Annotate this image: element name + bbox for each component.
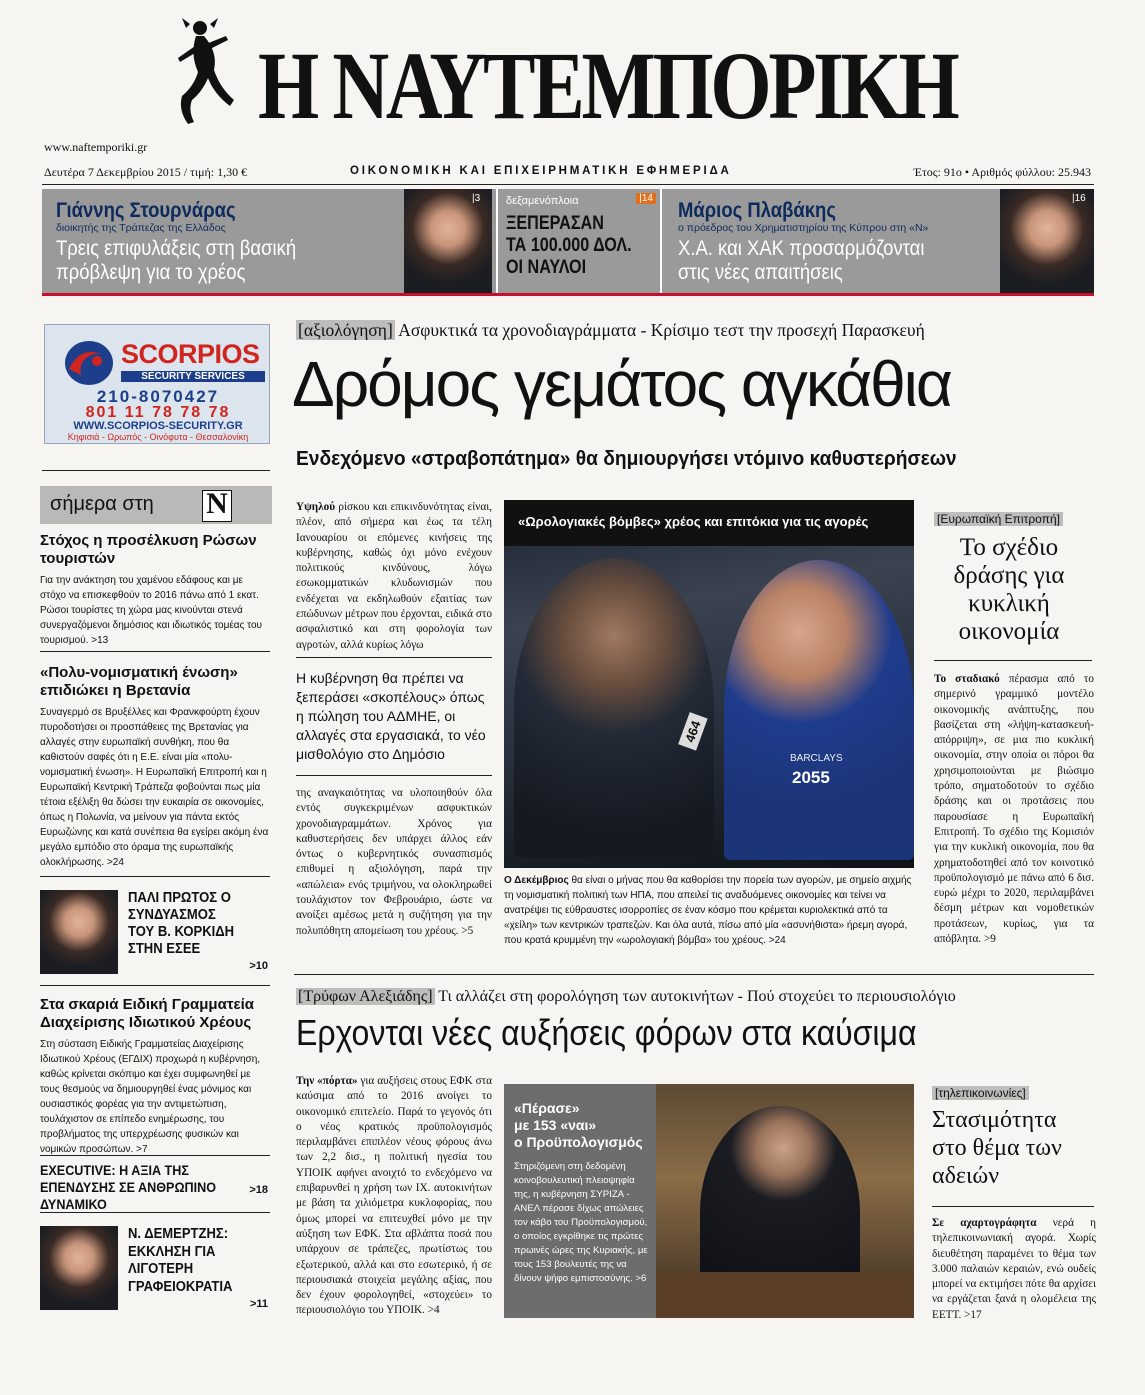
plavakis-photo	[1000, 189, 1094, 293]
section-label: σήμερα στη	[50, 493, 154, 515]
teaser-stournaras[interactable]	[42, 189, 494, 293]
section-letter: Ν	[206, 487, 228, 520]
fuel-ref[interactable]: >4	[427, 1304, 440, 1317]
budget-headline-line: με 153 «ναι»	[514, 1117, 597, 1133]
scorpios-ad[interactable]	[44, 324, 270, 444]
lead-ref[interactable]: >5	[461, 924, 474, 937]
sidebar-story-ref[interactable]: >18	[249, 1184, 268, 1196]
budget-caption	[514, 1160, 652, 1286]
fuel-headline[interactable]: Ερχονται νέες αυξήσεις φόρων στα καύσιμα	[296, 1012, 917, 1053]
scorpion-icon	[51, 331, 117, 391]
website-url[interactable]: www.naftemporiki.gr	[44, 140, 148, 154]
ad-website[interactable]: WWW.SCORPIOS-SECURITY.GR	[73, 420, 243, 432]
sidebar-story-ref[interactable]: >11	[249, 1298, 268, 1310]
fuel-body-column	[296, 1074, 492, 1319]
lead-subhead: Ενδεχόμενο «στραβοπάτημα» θα δημιουργήσει ντόμινο καθυστερήσεων	[296, 448, 957, 470]
ad-brand: SCORPIOS	[121, 339, 260, 369]
sidebar-story-title: Στόχος η προσέλκυση Ρώσων τουριστών	[40, 532, 257, 567]
jacket-number: 2055	[792, 768, 830, 787]
sidebar-story-title: ΠΑΛΙ ΠΡΩΤΟΣ Ο ΣΥΝΔΥΑΣΜΟΣ ΤΟΥ Β. ΚΟΡΚΙΔΗ ΣΤΗΝ ΕΣΕΕ	[128, 890, 235, 957]
korkidis-photo	[40, 890, 118, 974]
telecom-body-column	[932, 1216, 1096, 1323]
sidebar-story-body-wrap	[40, 705, 270, 870]
lead-body-column	[296, 786, 492, 939]
sidebar-story-title: Στα σκαριά Ειδική Γραμματεία Διαχείρισης Ιδιωτικού Χρέους	[40, 996, 255, 1031]
eu-body-column	[934, 672, 1094, 947]
demertzis-photo	[40, 1226, 118, 1310]
date-price: Δευτέρα 7 Δεκεμβρίου 2015 / τιμή: 1,30 €	[44, 165, 248, 179]
trader-right	[724, 560, 914, 860]
lead-kicker-text: Ασφυκτικά τα χρονοδιαγράμματα - Κρίσιμο τεστ την προσεχή Παρασκευή	[398, 320, 925, 340]
fuel-body-bold: Την «πόρτα»	[296, 1075, 358, 1087]
budget-headline-line: ο Προϋπολογισμός	[514, 1134, 643, 1150]
masthead-title: Η ΝΑΥΤΕΜΠΟΡΙΚΗ	[258, 32, 957, 139]
ad-locations: Κηφισιά - Ωρωπός - Οινόφυτα - Θεσσαλονίκη	[67, 432, 249, 442]
traders-caption-ref[interactable]: >24	[768, 935, 786, 946]
telecom-ref[interactable]: >17	[964, 1308, 982, 1321]
teaser-page-ref: |16	[1072, 193, 1086, 204]
sidebar-story-body-wrap	[40, 1037, 270, 1157]
sidebar-story-ref[interactable]: >7	[136, 1144, 148, 1155]
sidebar-story-title: EXECUTIVE: Η ΑΞΙΑ ΤΗΣ ΕΠΕΝΔΥΣΗΣ ΣΕ ΑΝΘΡΩΠΙΝΟ ΔΥΝΑΜΙΚΟ	[40, 1162, 217, 1212]
lead-tag: [αξιολόγηση]	[298, 320, 393, 340]
lead-pullquote: Η κυβέρνηση θα πρέπει να ξεπεράσει «σκοπέλους» όπως η πώληση του ΑΔΜΗΕ, οι αλλαγές στα εργασιακά, το νέο μισθολόγιο στο Δημόσιο	[296, 670, 486, 762]
teaser-person-role: διοικητής της Τράπεζας της Ελλάδος	[56, 222, 226, 234]
ad-tagline: SECURITY SERVICES	[121, 371, 265, 382]
hermes-figure-icon	[160, 14, 240, 132]
traders-caption-text: θα είναι ο μήνας που θα καθορίσει την πορεία των αγορών, με σημείο αιχμής τη νομισματική πολιτική των ΗΠΑ, που απειλεί τις αναδυόμενες οικονομίες και τείνει να ανατρέψει τις εύθραυστες ισορροπίες σε έναν κόσμο που κρέμεται κυριολεκτικά από τα «χείλη» των κεντρικών τραπεζών. Και όλα αυτά, πίσω από μία «ασυνήθιστα» ήρεμη αγορά, που κρατά κρυμμένη την «ωρολογιακή βόμβα» του χρέους.	[504, 875, 912, 946]
teaser-headline-line: ΞΕΠΕΡΑΣΑΝ	[506, 213, 604, 234]
teaser-headline-line: πρόβλεψη για το χρέος	[56, 261, 246, 284]
hermes-logo	[160, 14, 240, 132]
sidebar-section-header	[40, 486, 272, 524]
eu-ref[interactable]: >9	[983, 933, 996, 946]
fuel-body: για αυξήσεις στους ΕΦΚ στα καύσιμα από το 2016 ανοίγει το οικονομικό επιτελείο. Παρά το γεγονός ότι ο νέος κρατικός προϋπολογισμός περιλαμβάνει επιπλέον νέους φόρους άνω των 2,2 δισ., η πολιτική ηγεσία του ΥΠΟΙΚ αφήνει ανοιχτό το ενδεχόμενο να επιβαρυνθεί η χρήση των ΙΧ. αυτοκινήτων με βάση τα χιλιόμετρα κυκλοφορίας, που όμως μπορεί να επιτευχθεί μόνο με την αύξηση των ΕΦΚ. Στα αβλάπτα ποσά που υπάρχουν σε τράπεζες, πρωτίστως του εξωτερικού, αλλά και στο εσωτερικό, ή σε περιουσιακά στοιχεία μεγάλης αξίας, που δεν έχουν φορολογηθεί, «στοχεύει» το περιουσιολόγιο του ΥΠΟΙΚ.	[296, 1075, 492, 1317]
jacket-brand: BARCLAYS	[790, 753, 843, 764]
teaser-page-ref: |14	[636, 193, 656, 204]
teaser-kicker: δεξαμενόπλοια	[506, 195, 579, 207]
stournaras-photo	[404, 189, 492, 293]
sidebar-story[interactable]	[40, 996, 270, 1157]
fuel-kicker	[296, 988, 956, 1006]
eu-body-bold: Το σταδιακό	[934, 673, 1000, 685]
sidebar-story-demertzis[interactable]	[40, 1222, 270, 1314]
lead-kicker	[296, 320, 925, 341]
traders-photo	[504, 500, 914, 868]
sidebar-story-title: «Πολυ-νομισματική ένωση» επιδιώκει η Βρετανία	[40, 664, 238, 699]
ad-phone: 801 11 78 78 78	[85, 404, 231, 421]
jacket-badge: 464	[678, 712, 707, 750]
eu-body: πέρασμα από το σημερινό γραμμικό μοντέλο οικονομικής ανάπτυξης, που βασίζεται στη «λήψη-κατασκευή-απόρριψη», σε μια πιο κυκλική οικονομία, στην οποία οι πόροι θα χρησιμοποιούνται με βιώσιμο τρόπο, σηματοδοτούν το σχέδιο δράσης και οι προτάσεις που παρουσίασε η Ευρωπαϊκή Επιτροπή. Το σχέδιο της Κομισιόν για την κυκλική οικονομία, που θα χρηματοδοτηθεί από τον κοινοτικό προϋπολογισμό με πάνω από 6 δισ. ευρώ μέχρι το 2020, περιλαμβάνει δέσμη μέτρων και νομοθετικών προτάσεων, κυρίως, για τα απόβλητα.	[934, 673, 1095, 946]
budget-caption-ref[interactable]: >6	[635, 1273, 647, 1284]
teaser-tankers[interactable]	[496, 189, 662, 293]
sidebar-story-ref[interactable]: >10	[249, 960, 268, 972]
teaser-headline-line: Τρεις επιφυλάξεις στη βασική	[56, 237, 297, 260]
teaser-person-name: Γιάννης Στουρνάρας	[56, 199, 236, 222]
fuel-tag: [Τρύφων Αλεξιάδης]	[298, 988, 433, 1005]
teaser-headline-line: ΟΙ ΝΑΥΛΟΙ	[506, 257, 587, 278]
lead-headline[interactable]: Δρόμος γεμάτος αγκάθια	[292, 348, 951, 420]
sidebar-story[interactable]	[40, 664, 270, 870]
eu-headline[interactable]: Το σχέδιο δράσης για κυκλική οικονομία	[953, 534, 1065, 645]
traders-caption	[504, 873, 918, 948]
paper-subtitle: ΟΙΚΟΝΟΜΙΚΗ ΚΑΙ ΕΠΙΧΕΙΡΗΜΑΤΙΚΗ ΕΦΗΜΕΡΙΔΑ	[350, 165, 732, 177]
lead-lede-bold: Υψηλού	[296, 501, 336, 513]
sidebar-story-korkidis[interactable]	[40, 888, 270, 978]
teaser-person-name: Μάριος Πλαβάκης	[678, 199, 836, 222]
trader-left	[514, 558, 714, 858]
eu-tag: [Ευρωπαϊκή Επιτροπή]	[934, 512, 1063, 526]
teaser-headline-line: ΤΑ 100.000 ΔΟΛ.	[506, 235, 632, 256]
telecom-tag: [τηλεπικοινωνίες]	[932, 1086, 1029, 1100]
issue-number: Έτος: 91ο • Αριθμός φύλλου: 25.943	[913, 165, 1091, 179]
telecom-body: νερά η τηλεπικοινωνιακή αγορά. Χωρίς διευθέτηση παραμένει το θέμα των 3.000 παλαιών κεραιών, ενώ ουδείς μπορεί να εκτιμήσει πότε θα αρχίσει να εργάζεται ξανά η ολομέλεια της ΕΕΤΤ.	[932, 1217, 1096, 1321]
lead-lede: ρίσκου και επικινδυνότητας είναι, πλέον, από σήμερα και έως τα τέλη Ιανουαρίου οι επόμενες κινήσεις της κυβέρνησης, καθώς όχι μόνο ενέχουν πολιτικούς κινδύνους, λόγω εσωκομματικών κλυδωνισμών που ενδέχεται να εκδηλωθούν εξαιτίας των επώδυνων μέτρων που έρχονται, ειδικά στο ασφαλιστικό και στη φορολογία των αγροτών, αλλά κυρίως λόγω	[296, 501, 492, 651]
ad-phone: 210-8070427	[96, 387, 220, 406]
sidebar-story-title: Ν. ΔΕΜΕΡΤΖΗΣ: ΕΚΚΛΗΣΗ ΓΙΑ ΛΙΓΟΤΕΡΗ ΓΡΑΦΕΙΟΚΡΑΤΙΑ	[128, 1226, 233, 1295]
sidebar-story-body: Συναγερμό σε Βρυξέλλες και Φρανκφούρτη έχουν πυροδοτήσει οι προσπάθειες της Βρετανίας για αλλαγές στην ευρωπαϊκή συνθήκη, που θα καθιστούν σαφές ότι η Ε.Ε. είναι μία «πολυ-νομισματική ένωση». Η Ευρωπαϊκή Επιτροπή και η Ευρωπαϊκή Κεντρική Τράπεζα φοβούνται πως μία τέτοια εξέλιξη θα δώσει την ευκαιρία σε οικονομίες, όπως η Πολωνία, να μείνουν για πάντα εκτός Ευρωζώνης και κατά συνέπεια θα εγείρει ακόμη ένα μεγάλο εμπόδιο στο όραμα της ευρωπαϊκής ολοκλήρωσης.	[40, 707, 269, 868]
teaser-plavakis[interactable]	[664, 189, 1094, 293]
teaser-headline-line: στις νέες απαιτήσεις	[678, 261, 843, 284]
sidebar-story-ref[interactable]: >24	[106, 857, 124, 868]
lead-body: της αναγκαιότητας να υλοποιηθούν όλα εντός συγκεκριμένων ασφυκτικών χρονοδιαγραμμάτων. Χρόνος για καθυστερήσεις δεν υπάρχει άλλος εάν όντως ο κυβερνητικός συνασπισμός επιθυμεί η αξιολόγηση, παρά την «απώλεια» ενός τριμήνου, να ολοκληρωθεί τουλάχιστον τον Φεβρουάριο, ώστε να ανοίξει αμέσως μετά η συζήτηση για την πολυπόθητη απομείωση του χρέους.	[296, 787, 492, 937]
teaser-page-ref: |3	[472, 193, 481, 204]
teaser-headline-line: Χ.Α. και ΧΑΚ προσαρμόζονται	[678, 237, 925, 260]
lead-lede-column	[296, 500, 492, 653]
traders-caption-bold: Ο Δεκέμβριος	[504, 875, 569, 886]
lectern	[656, 1272, 914, 1318]
sidebar-story-ref[interactable]: >13	[91, 635, 109, 646]
photo-overlay-headline: «Ωρολογιακές βόμβες» χρέος και επιτόκια για τις αγορές	[518, 514, 869, 529]
budget-caption-text: Στηριζόμενη στη δεδομένη κοινοβουλευτική πλειοψηφία της, η κυβέρνηση ΣΥΡΙΖΑ - ΑΝΕΛ πέρασε δίχως απώλειες τον κάβο του Προϋπολογισμού, ο οποίος εγκρίθηκε τις πρώτες πρωινές ώρες της Κυριακής, με τους 153 βουλευτές της να δίνουν ψήφο εμπιστοσύνης.	[514, 1161, 648, 1284]
sidebar-story-executive[interactable]	[40, 1160, 270, 1212]
telecom-headline[interactable]: Στασιμότητα στο θέμα των αδειών	[932, 1107, 1062, 1189]
teaser-person-role: ο πρόεδρος του Χρηματιστηρίου της Κύπρου στη «Ν»	[678, 222, 929, 234]
telecom-body-bold: Σε αχαρτογράφητα	[932, 1217, 1037, 1229]
sidebar-story-body: Για την ανάκτηση του χαμένου εδάφους και με στόχο να επισκεφθούν το 2016 πάνω από 1 εκατ. Ρώσοι τουρίστες τη χώρα μας κινούνται στενά συνεργαζόμενοι δημόσιος και ιδιωτικός τομέας του τουρισμού.	[40, 575, 263, 646]
budget-headline-line: «Πέρασε»	[514, 1100, 580, 1116]
fuel-kicker-text: Τι αλλάζει στη φορολόγηση των αυτοκινήτων - Πού στοχεύει το περιουσιολόγιο	[438, 988, 956, 1005]
sidebar-story-body: Στη σύσταση Ειδικής Γραμματείας Διαχείρισης Ιδιωτικού Χρέους (ΕΓΔΙΧ) προχωρά η κυβέρνηση, καθώς κρίνεται σκόπιμο και έχει συμφωνηθεί με τους θεσμούς να δημιουργηθεί ένας μόνιμος και ουσιαστικός φορέας για την αντιμετώπιση, τουλάχιστον σε επίπεδο ενημέρωσης, του προβλήματος της υπερχρέωσης φυσικών και νομικών προσώπων.	[40, 1039, 261, 1155]
sidebar-story[interactable]	[40, 532, 270, 648]
sidebar-story-body-wrap	[40, 573, 270, 648]
